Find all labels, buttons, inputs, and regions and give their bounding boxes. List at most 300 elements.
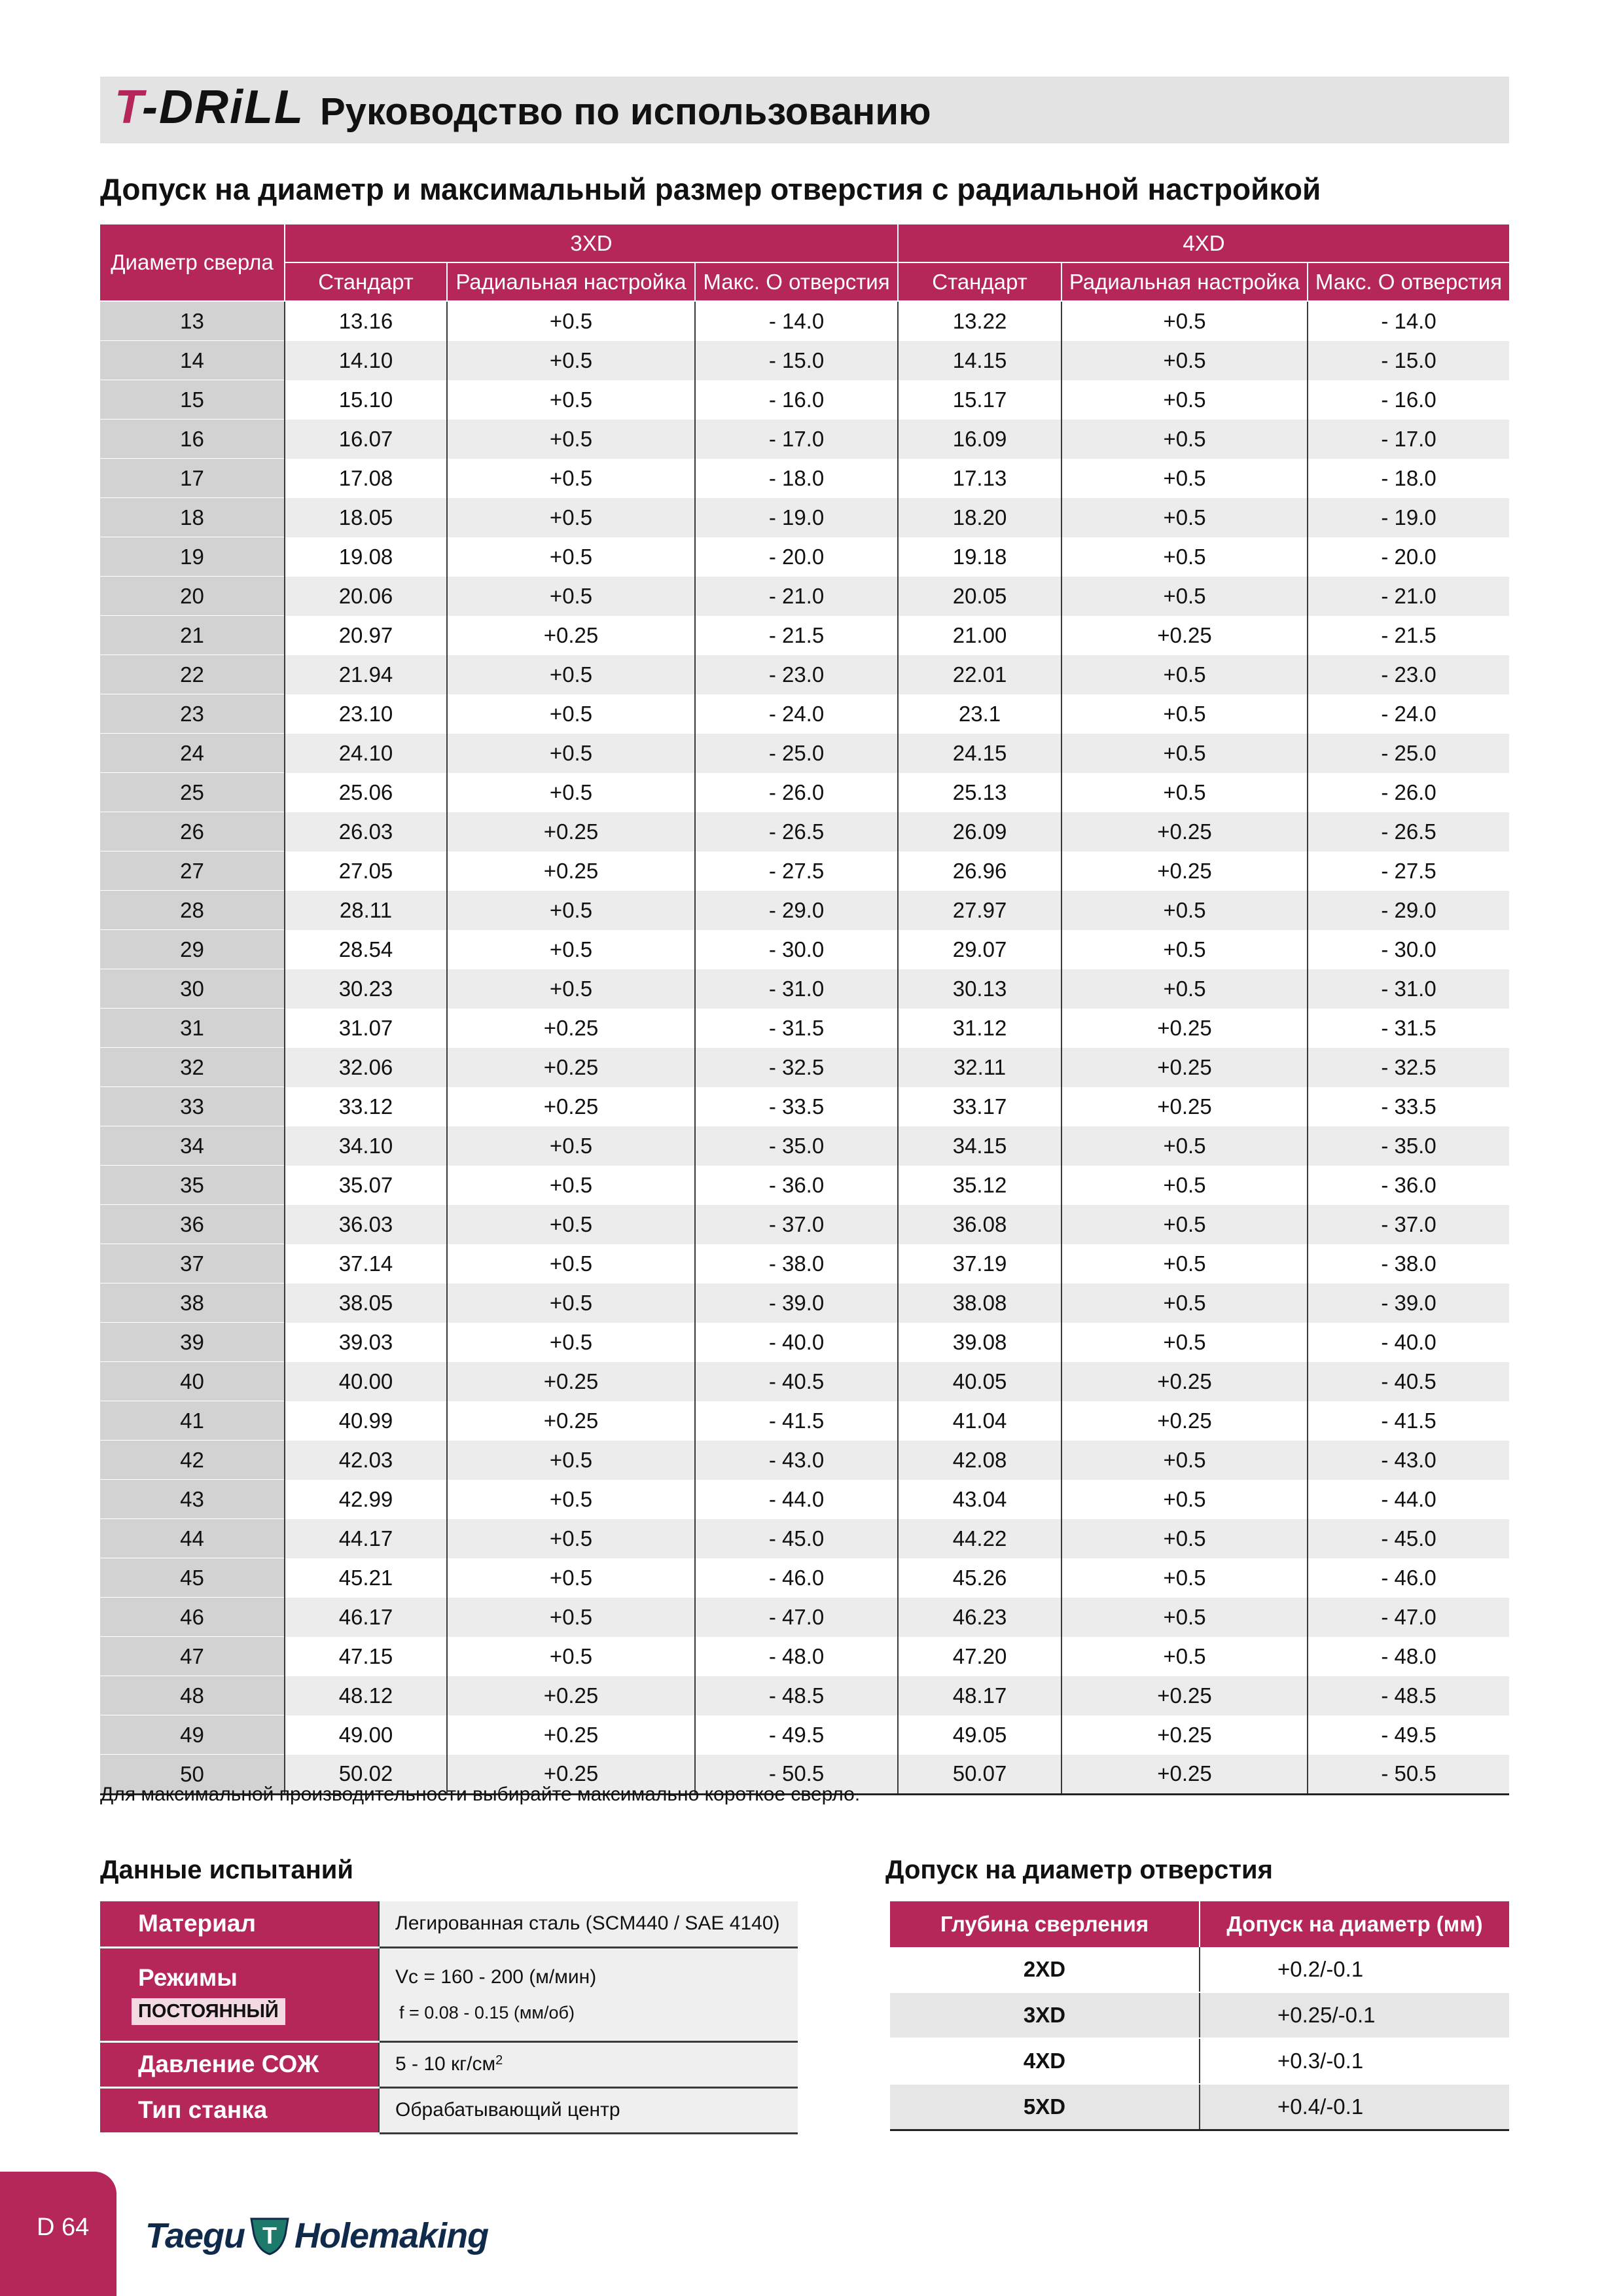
table-cell: +0.5 (447, 1283, 695, 1323)
diameter-cell: 35 (100, 1166, 285, 1205)
table-cell: - 32.5 (1308, 1048, 1509, 1087)
diameter-cell: 49 (100, 1715, 285, 1755)
table-cell: +0.5 (447, 1126, 695, 1166)
diameter-cell: 44 (100, 1519, 285, 1558)
table-cell: +0.25 (1061, 1755, 1308, 1795)
table-cell: - 16.0 (1308, 380, 1509, 420)
modes-label-cell (100, 1947, 379, 2041)
table-cell: - 21.0 (1308, 577, 1509, 616)
table-cell: +0.5 (447, 1441, 695, 1480)
diameter-cell: 15 (100, 380, 285, 420)
table-cell: 29.07 (898, 930, 1061, 969)
table-cell: +0.5 (447, 1598, 695, 1637)
table-row (100, 1715, 1509, 1755)
table-cell: 48.12 (285, 1676, 447, 1715)
table-cell: 42.08 (898, 1441, 1061, 1480)
table-cell: +0.5 (447, 734, 695, 773)
table-cell: - 40.5 (1308, 1362, 1509, 1401)
page-tab (0, 2172, 116, 2296)
table-cell: 38.08 (898, 1283, 1061, 1323)
table-cell: 38.05 (285, 1283, 447, 1323)
col-header-3xd-radial: Радиальная настройка (447, 262, 695, 301)
table-cell: 28.54 (285, 930, 447, 969)
table-row (100, 694, 1509, 734)
table-row (100, 459, 1509, 498)
table-row (100, 380, 1509, 420)
table-cell: +0.5 (1061, 734, 1308, 773)
depth-cell: 4XD (890, 2038, 1200, 2084)
table-cell: - 43.0 (1308, 1441, 1509, 1480)
table-cell: - 33.5 (1308, 1087, 1509, 1126)
table-cell: +0.5 (447, 930, 695, 969)
table-row (100, 1126, 1509, 1166)
table-cell: 20.05 (898, 577, 1061, 616)
table-row (100, 1598, 1509, 1637)
page-number: D 64 (37, 2214, 90, 2241)
table-cell: +0.25 (1061, 1362, 1308, 1401)
table-cell: - 45.0 (1308, 1519, 1509, 1558)
table-cell: +0.5 (1061, 380, 1308, 420)
main-table-title: Допуск на диаметр и максимальный размер отверстия с радиальной настройкой (100, 172, 1321, 206)
diameter-cell: 50 (100, 1755, 285, 1795)
table-cell: +0.5 (447, 1244, 695, 1283)
table-cell: - 21.5 (1308, 616, 1509, 655)
table-cell: 39.03 (285, 1323, 447, 1362)
diameter-cell: 47 (100, 1637, 285, 1676)
table-cell: +0.5 (447, 341, 695, 380)
diameter-cell: 33 (100, 1087, 285, 1126)
machine-label: Тип станка (100, 2087, 379, 2133)
diameter-cell: 41 (100, 1401, 285, 1441)
table-cell: - 19.0 (1308, 498, 1509, 537)
diameter-cell: 48 (100, 1676, 285, 1715)
table-cell: +0.25 (447, 1362, 695, 1401)
table-cell: +0.25 (447, 1755, 695, 1795)
table-cell: 26.09 (898, 812, 1061, 852)
table-row (100, 773, 1509, 812)
table-cell: - 33.5 (695, 1087, 898, 1126)
table-cell: +0.5 (1061, 1283, 1308, 1323)
table-cell: +0.25 (1061, 1009, 1308, 1048)
diameter-cell: 19 (100, 537, 285, 577)
table-row (100, 930, 1509, 969)
table-cell: 18.05 (285, 498, 447, 537)
table-cell: 48.17 (898, 1676, 1061, 1715)
table-cell: 16.07 (285, 420, 447, 459)
table-cell: - 47.0 (1308, 1598, 1509, 1637)
table-cell: 26.96 (898, 852, 1061, 891)
modes-value-cell (379, 1947, 798, 2041)
table-cell: +0.5 (447, 1166, 695, 1205)
table-cell: 27.97 (898, 891, 1061, 930)
table-cell: +0.5 (1061, 1205, 1308, 1244)
diameter-cell: 37 (100, 1244, 285, 1283)
diameter-cell: 45 (100, 1558, 285, 1598)
table-cell: +0.25 (1061, 1401, 1308, 1441)
table-cell: - 26.0 (695, 773, 898, 812)
diameter-cell: 23 (100, 694, 285, 734)
table-cell: 13.22 (898, 301, 1061, 341)
table-cell: +0.5 (1061, 1519, 1308, 1558)
table-cell: +0.25 (1061, 1715, 1308, 1755)
table-row (890, 1992, 1509, 2038)
header-bar (100, 77, 1509, 143)
table-cell: - 25.0 (1308, 734, 1509, 773)
brand-logo (145, 2213, 488, 2259)
table-cell: 50.02 (285, 1755, 447, 1795)
table-cell: - 41.5 (1308, 1401, 1509, 1441)
table-cell: - 29.0 (695, 891, 898, 930)
table-row (100, 498, 1509, 537)
brand-badge-icon (249, 2215, 291, 2257)
diameter-cell: 26 (100, 812, 285, 852)
table-cell: +0.25 (1061, 1048, 1308, 1087)
table-row (100, 1637, 1509, 1676)
diameter-cell: 27 (100, 852, 285, 891)
diameter-cell: 18 (100, 498, 285, 537)
table-row (100, 1205, 1509, 1244)
table-cell: +0.25 (1061, 1676, 1308, 1715)
table-cell: +0.5 (447, 1519, 695, 1558)
table-cell: 19.18 (898, 537, 1061, 577)
material-label: Материал (100, 1901, 379, 1947)
table-cell: 15.17 (898, 380, 1061, 420)
table-cell: +0.5 (1061, 1166, 1308, 1205)
table-row (100, 616, 1509, 655)
table-row (100, 1558, 1509, 1598)
table-row (100, 537, 1509, 577)
table-cell: 34.15 (898, 1126, 1061, 1166)
table-cell: 36.03 (285, 1205, 447, 1244)
table-cell: +0.5 (1061, 459, 1308, 498)
table-cell: +0.5 (1061, 1637, 1308, 1676)
diameter-cell: 20 (100, 577, 285, 616)
col-header-4xd-max: Макс. O отверстия (1308, 262, 1509, 301)
table-cell: +0.5 (447, 301, 695, 341)
table-row (100, 1362, 1509, 1401)
table-cell: - 20.0 (1308, 537, 1509, 577)
table-cell: - 38.0 (1308, 1244, 1509, 1283)
table-cell: +0.5 (1061, 1323, 1308, 1362)
table-row (100, 1480, 1509, 1519)
table-cell: - 25.0 (695, 734, 898, 773)
table-cell: 19.08 (285, 537, 447, 577)
table-row (890, 2038, 1509, 2084)
diameter-cell: 36 (100, 1205, 285, 1244)
table-cell: 46.23 (898, 1598, 1061, 1637)
machine-value: Обрабатывающий центр (379, 2087, 798, 2133)
modes-f: f = 0.08 - 0.15 (мм/об) (399, 2002, 575, 2022)
table-row (100, 1009, 1509, 1048)
table-cell: +0.25 (447, 1676, 695, 1715)
table-cell: - 40.5 (695, 1362, 898, 1401)
table-cell: +0.25 (447, 1087, 695, 1126)
table-cell: - 30.0 (695, 930, 898, 969)
table-cell: 31.07 (285, 1009, 447, 1048)
table-cell: - 31.0 (695, 969, 898, 1009)
table-cell: +0.5 (1061, 891, 1308, 930)
diameter-cell: 39 (100, 1323, 285, 1362)
table-cell: 24.10 (285, 734, 447, 773)
table-cell: +0.5 (447, 380, 695, 420)
table-cell: 33.12 (285, 1087, 447, 1126)
diameter-cell: 21 (100, 616, 285, 655)
table-cell: - 17.0 (1308, 420, 1509, 459)
tolerance-cell: +0.3/-0.1 (1200, 2038, 1509, 2084)
table-cell: 44.22 (898, 1519, 1061, 1558)
table-cell: - 14.0 (695, 301, 898, 341)
table-cell: - 39.0 (1308, 1283, 1509, 1323)
table-cell: +0.5 (447, 694, 695, 734)
table-cell: - 45.0 (695, 1519, 898, 1558)
table-cell: 28.11 (285, 891, 447, 930)
col-header-3xd-standard: Стандарт (285, 262, 447, 301)
table-row (100, 1441, 1509, 1480)
table-cell: +0.25 (447, 1048, 695, 1087)
table-cell: - 36.0 (1308, 1166, 1509, 1205)
table-cell: +0.25 (1061, 812, 1308, 852)
diameter-cell: 16 (100, 420, 285, 459)
depth-cell: 5XD (890, 2084, 1200, 2130)
table-cell: 25.06 (285, 773, 447, 812)
tolerance-cell: +0.2/-0.1 (1200, 1947, 1509, 1992)
table-cell: - 14.0 (1308, 301, 1509, 341)
table-cell: 40.99 (285, 1401, 447, 1441)
table-cell: 13.16 (285, 301, 447, 341)
table-cell: 21.00 (898, 616, 1061, 655)
modes-vc: Vc = 160 - 200 (м/мин) (395, 1965, 597, 1988)
group-header-3xd: 3XD (285, 224, 898, 262)
table-cell: +0.5 (447, 773, 695, 812)
diameter-cell: 29 (100, 930, 285, 969)
table-cell: 25.13 (898, 773, 1061, 812)
table-cell: +0.25 (447, 1715, 695, 1755)
table-cell: +0.25 (447, 1009, 695, 1048)
table-cell: +0.5 (1061, 1244, 1308, 1283)
table-row (890, 2084, 1509, 2130)
table-cell: 37.19 (898, 1244, 1061, 1283)
table-cell: 42.99 (285, 1480, 447, 1519)
table-cell: +0.25 (1061, 1087, 1308, 1126)
table-cell: - 35.0 (695, 1126, 898, 1166)
table-cell: 41.04 (898, 1401, 1061, 1441)
hole-tolerance-table (890, 1901, 1509, 2131)
table-cell: 24.15 (898, 734, 1061, 773)
table-cell: - 19.0 (695, 498, 898, 537)
table-cell: 32.11 (898, 1048, 1061, 1087)
table-cell: +0.5 (1061, 773, 1308, 812)
table-cell: +0.5 (447, 969, 695, 1009)
table-cell: +0.25 (447, 852, 695, 891)
table-cell: - 26.5 (1308, 812, 1509, 852)
table-row (100, 969, 1509, 1009)
table-cell: +0.5 (447, 1480, 695, 1519)
constant-tag: ПОСТОЯННЫЙ (132, 1998, 285, 2025)
table-row (100, 852, 1509, 891)
table-cell: 31.12 (898, 1009, 1061, 1048)
table-cell: +0.5 (1061, 655, 1308, 694)
table-cell: +0.25 (447, 1401, 695, 1441)
col-header-diameter: Диаметр сверла (100, 224, 285, 301)
table-row (100, 1244, 1509, 1283)
table-cell: 36.08 (898, 1205, 1061, 1244)
table-cell: - 32.5 (695, 1048, 898, 1087)
coolant-value: 5 - 10 кг/см (395, 2053, 496, 2075)
table-cell: - 15.0 (1308, 341, 1509, 380)
brand-right: Holemaking (294, 2216, 489, 2255)
table-row (100, 1283, 1509, 1323)
diameter-cell: 28 (100, 891, 285, 930)
table-cell: 30.23 (285, 969, 447, 1009)
table-cell: - 50.5 (1308, 1755, 1509, 1795)
tolerance-cell: +0.25/-0.1 (1200, 1992, 1509, 2038)
table-cell: 20.97 (285, 616, 447, 655)
diameter-cell: 13 (100, 301, 285, 341)
table-cell: +0.25 (1061, 852, 1308, 891)
table-cell: - 43.0 (695, 1441, 898, 1480)
col-header-tolerance: Допуск на диаметр (мм) (1200, 1901, 1509, 1947)
table-cell: +0.5 (1061, 969, 1308, 1009)
modes-label: Режимы (138, 1964, 238, 1991)
material-value: Легированная сталь (SCM440 / SAE 4140) (379, 1901, 798, 1947)
table-cell: - 44.0 (695, 1480, 898, 1519)
table-row (100, 341, 1509, 380)
table-cell: 16.09 (898, 420, 1061, 459)
table-row (100, 1401, 1509, 1441)
brand-left: Taegu (145, 2216, 245, 2255)
table-cell: 18.20 (898, 498, 1061, 537)
table-row (890, 1947, 1509, 1992)
table-cell: +0.5 (447, 1205, 695, 1244)
diameter-cell: 38 (100, 1283, 285, 1323)
group-header-4xd: 4XD (898, 224, 1509, 262)
table-cell: 47.20 (898, 1637, 1061, 1676)
table-cell: +0.5 (1061, 694, 1308, 734)
table-cell: 44.17 (285, 1519, 447, 1558)
table-cell: 47.15 (285, 1637, 447, 1676)
table-cell: 49.00 (285, 1715, 447, 1755)
table-cell: +0.5 (447, 420, 695, 459)
table-cell: - 47.0 (695, 1598, 898, 1637)
table-row (100, 577, 1509, 616)
table-cell: +0.5 (447, 1323, 695, 1362)
table-cell: - 27.5 (1308, 852, 1509, 891)
table-cell: +0.5 (447, 1637, 695, 1676)
t-drill-logo: T-DRiLL (115, 81, 304, 134)
table-cell: 14.10 (285, 341, 447, 380)
diameter-cell: 46 (100, 1598, 285, 1637)
table-cell: - 35.0 (1308, 1126, 1509, 1166)
table-cell: - 15.0 (695, 341, 898, 380)
table-cell: - 26.0 (1308, 773, 1509, 812)
table-row (100, 1087, 1509, 1126)
diameter-cell: 24 (100, 734, 285, 773)
table-row (100, 734, 1509, 773)
table-row (100, 891, 1509, 930)
diameter-cell: 25 (100, 773, 285, 812)
table-cell: +0.5 (447, 891, 695, 930)
coolant-value-cell (379, 2041, 798, 2087)
table-row (100, 301, 1509, 341)
table-cell: - 40.0 (695, 1323, 898, 1362)
table-cell: - 37.0 (695, 1205, 898, 1244)
brand-badge-letter: T (262, 2222, 277, 2249)
diameter-cell: 31 (100, 1009, 285, 1048)
table-cell: 50.07 (898, 1755, 1061, 1795)
depth-cell: 2XD (890, 1947, 1200, 1992)
table-cell: +0.5 (1061, 1480, 1308, 1519)
table-cell: 40.05 (898, 1362, 1061, 1401)
table-cell: - 24.0 (1308, 694, 1509, 734)
diameter-cell: 14 (100, 341, 285, 380)
footnote: Для максимальной производительности выбирайте максимально короткое сверло. (100, 1784, 861, 1805)
table-cell: +0.5 (447, 537, 695, 577)
table-cell: - 21.0 (695, 577, 898, 616)
tolerance-cell: +0.4/-0.1 (1200, 2084, 1509, 2130)
table-cell: - 18.0 (1308, 459, 1509, 498)
table-cell: 32.06 (285, 1048, 447, 1087)
table-cell: 30.13 (898, 969, 1061, 1009)
table-cell: - 48.5 (695, 1676, 898, 1715)
table-row (100, 655, 1509, 694)
table-cell: - 49.5 (695, 1715, 898, 1755)
table-cell: +0.5 (1061, 1126, 1308, 1166)
table-cell: - 44.0 (1308, 1480, 1509, 1519)
table-cell: - 36.0 (695, 1166, 898, 1205)
table-cell: 23.10 (285, 694, 447, 734)
table-cell: - 39.0 (695, 1283, 898, 1323)
table-cell: 17.13 (898, 459, 1061, 498)
table-cell: +0.5 (1061, 930, 1308, 969)
diameter-cell: 30 (100, 969, 285, 1009)
page-title: Руководство по использованию (320, 90, 931, 133)
table-cell: 45.26 (898, 1558, 1061, 1598)
depth-cell: 3XD (890, 1992, 1200, 2038)
table-cell: - 16.0 (695, 380, 898, 420)
table-cell: +0.5 (447, 577, 695, 616)
table-row (100, 1519, 1509, 1558)
tolerance-title: Допуск на диаметр отверстия (885, 1856, 1273, 1884)
col-header-4xd-radial: Радиальная настройка (1061, 262, 1308, 301)
table-cell: +0.5 (1061, 1558, 1308, 1598)
table-cell: 34.10 (285, 1126, 447, 1166)
table-cell: +0.5 (1061, 577, 1308, 616)
table-cell: - 38.0 (695, 1244, 898, 1283)
table-cell: +0.5 (447, 655, 695, 694)
diameter-cell: 34 (100, 1126, 285, 1166)
table-cell: +0.5 (1061, 301, 1308, 341)
table-row (100, 1676, 1509, 1715)
table-cell: - 30.0 (1308, 930, 1509, 969)
table-cell: - 41.5 (695, 1401, 898, 1441)
test-data-title: Данные испытаний (100, 1856, 353, 1884)
table-row (100, 420, 1509, 459)
table-cell: - 48.0 (1308, 1637, 1509, 1676)
table-cell: - 31.0 (1308, 969, 1509, 1009)
table-cell: 23.1 (898, 694, 1061, 734)
table-row (100, 812, 1509, 852)
table-cell: 49.05 (898, 1715, 1061, 1755)
table-cell: +0.5 (447, 1558, 695, 1598)
table-cell: +0.5 (1061, 1598, 1308, 1637)
diameter-cell: 17 (100, 459, 285, 498)
table-cell: +0.5 (1061, 537, 1308, 577)
table-cell: - 26.5 (695, 812, 898, 852)
table-cell: 20.06 (285, 577, 447, 616)
table-cell: 39.08 (898, 1323, 1061, 1362)
table-cell: +0.25 (447, 812, 695, 852)
table-cell: - 27.5 (695, 852, 898, 891)
